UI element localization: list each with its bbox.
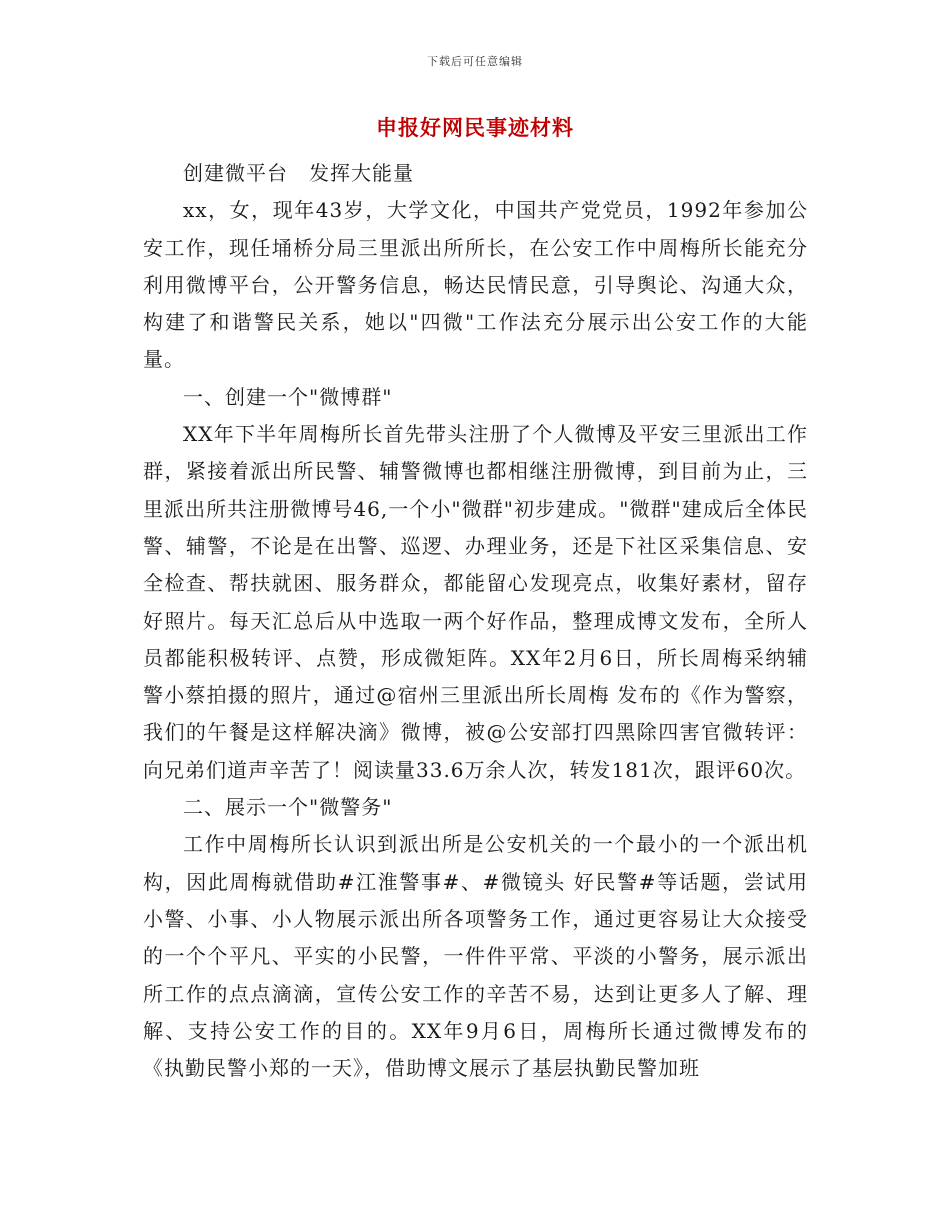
page-header-note: 下载后可任意编辑	[427, 55, 523, 68]
paragraph-subtitle: 创建微平台 发挥大能量	[183, 161, 414, 185]
paragraph-section-2: 工作中周梅所长认识到派出所是公安机关的一个最小的一个派出机构，因此周梅就借助#江淮警事#、#微镜头 好民警#等话题，尝试用小警、小事、小人物展示派出所各项警务工作，通过更容易让大众接受的一个个平凡、平实的小民警，一件件平常、平淡的小警务，展示派出所工作的点点滴滴，宣传公安工作的辛苦不易，达到让更多人了解、理解、支持公安工作的目的。XX年9月6日，周梅所长通过微博发布的《执勤民警小郑的一天》，借助博文展示了基层执勤民警加班	[143, 832, 808, 1081]
paragraph-section-1: XX年下半年周梅所长首先带头注册了个人微博及平安三里派出工作群，紧接着派出所民警、辅警微博也都相继注册微博，到目前为止，三里派出所共注册微博号46,一个小"微群"初步建成。"微群"建成后全体民警、辅警，不论是在出警、巡逻、办理业务，还是下社区采集信息、安全检查、帮扶就困、服务群众，都能留心发现亮点，收集好素材，留存好照片。每天汇总后从中选取一两个好作品，整理成博文发布，全所人员都能积极转评、点赞，形成微矩阵。XX年2月6日，所长周梅采纳辅警小蔡拍摄的照片，通过@宿州三里派出所长周梅 发布的《作为警察，我们的午餐是这样解决滴》微博，被@公安部打四黑除四害官微转评：向兄弟们道声辛苦了！阅读量33.6万余人次，转发181次，跟评60次。	[143, 422, 808, 782]
section-heading-1: 一、创建一个"微博群"	[183, 384, 393, 409]
section-heading-2: 二、展示一个"微警务"	[183, 795, 393, 820]
document-body	[143, 155, 808, 1087]
paragraph-intro: xx，女，现年43岁，大学文化，中国共产党党员，1992年参加公安工作，现任埇桥分局三里派出所所长，在公安工作中周梅所长能充分利用微博平台，公开警务信息，畅达民情民意，引导舆论、沟通大众，构建了和谐警民关系，她以"四微"工作法充分展示出公安工作的大能量。	[143, 198, 808, 372]
document-title: 申报好网民事迹材料	[376, 115, 574, 140]
